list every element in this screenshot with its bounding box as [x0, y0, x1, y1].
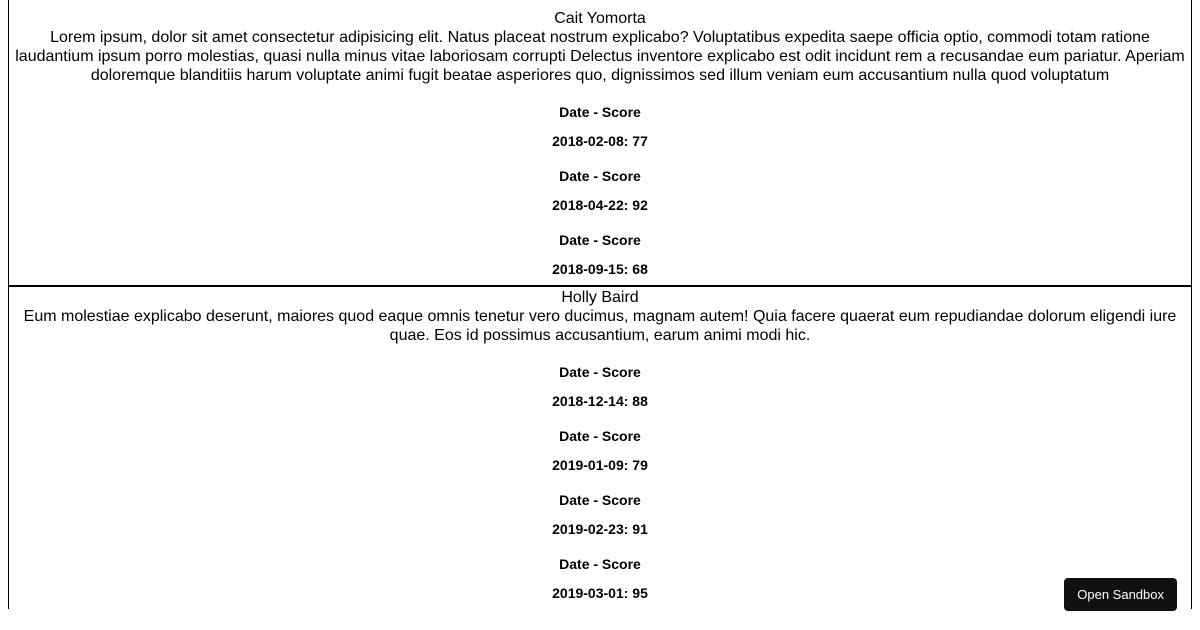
- score-header: Date - Score: [559, 364, 641, 380]
- person-card: [8, 285, 1192, 609]
- score-value: 2018-04-22: 92: [552, 197, 648, 213]
- score-header: Date - Score: [559, 168, 641, 184]
- score-entry: [13, 232, 1187, 277]
- score-value: 2019-02-23: 91: [552, 521, 648, 537]
- score-entry: [13, 104, 1187, 149]
- person-name: Holly Baird: [561, 289, 639, 306]
- open-sandbox-button[interactable]: Open Sandbox: [1064, 578, 1177, 611]
- person-bio: Lorem ipsum, dolor sit amet consectetur adipisicing elit. Natus placeat nostrum explicabo? Voluptatibus expedita saepe officia optio, commodi totam ratione laudantium ipsum porro molestias, quasi nulla minus vitae laboriosam corrupti Delectus inventore explicabo est odit incidunt rem a recusandae eum pariatur. Aperiam doloremque blanditiis harum voluptate animi fugit beatae asperiores quo, dignissimos sed illum veniam eum accusantium nulla quod voluptatum: [15, 29, 1185, 84]
- score-value: 2018-02-08: 77: [552, 133, 648, 149]
- person-bio: Eum molestiae explicabo deserunt, maiores quod eaque omnis tenetur vero ducimus, magnam autem! Quia facere quaerat eum repudiandae dolorum eligendi iure quae. Eos id possimus accusantium, earum animi modi hic.: [23, 308, 1177, 344]
- score-entry: [13, 492, 1187, 537]
- score-entry: [13, 364, 1187, 409]
- score-header: Date - Score: [559, 428, 641, 444]
- score-list: [13, 104, 1187, 277]
- person-name: Cait Yomorta: [554, 10, 646, 27]
- score-entry: [13, 428, 1187, 473]
- score-list: [13, 364, 1187, 601]
- score-header: Date - Score: [559, 492, 641, 508]
- score-header: Date - Score: [559, 232, 641, 248]
- score-entry: [13, 168, 1187, 213]
- score-value: 2018-12-14: 88: [552, 393, 648, 409]
- score-header: Date - Score: [559, 556, 641, 572]
- score-value: 2019-01-09: 79: [552, 457, 648, 473]
- score-header: Date - Score: [559, 104, 641, 120]
- score-value: 2019-03-01: 95: [552, 585, 648, 601]
- score-value: 2018-09-15: 68: [552, 261, 648, 277]
- score-entry: [13, 556, 1187, 601]
- person-card: [8, 0, 1192, 285]
